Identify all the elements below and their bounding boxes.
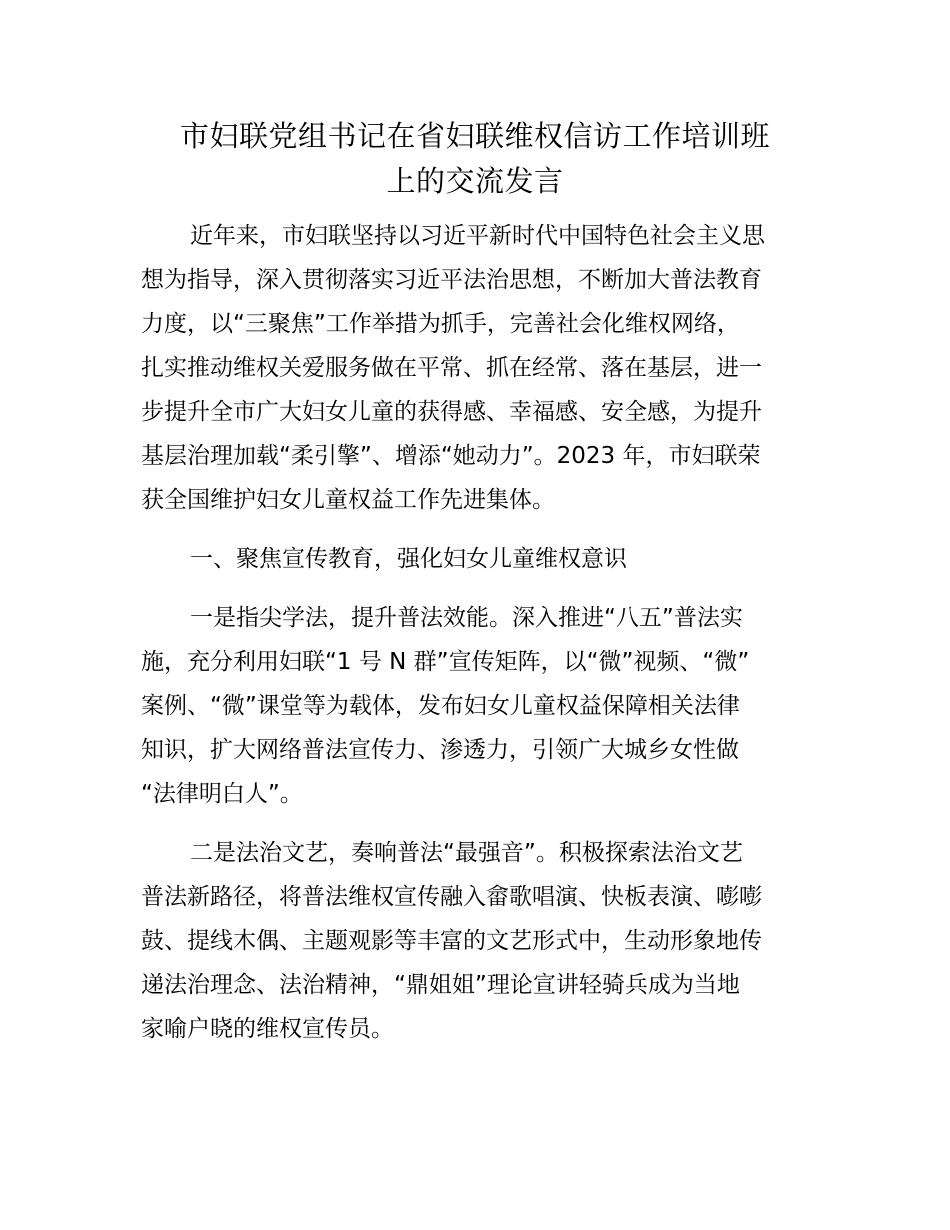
text-line: 二是法治文艺，奏响普法“最强音”。积极探索法治文艺 [190, 840, 743, 866]
text-line: 想为指导，深入贯彻落实习近平法治思想，不断加大普法教育 [141, 267, 762, 293]
text-line: 施，充分利用妇联“1 号 N 群”宣传矩阵，以“微”视频、“微” [141, 649, 750, 675]
text-line: 案例、“微”课堂等为载体，发布妇女儿童权益保障相关法律 [141, 693, 740, 719]
document-body [141, 214, 811, 1066]
document-title [120, 114, 830, 204]
text-line: 知识，扩大网络普法宣传力、渗透力，引领广大城乡女性做 [141, 737, 739, 763]
text-line: 步提升全市广大妇女儿童的获得感、幸福感、安全感，为提升 [141, 399, 762, 425]
text-line: 获全国维护妇女儿童权益工作先进集体。 [141, 487, 555, 513]
title-line: 上的交流发言 [386, 164, 564, 198]
text-line: 基层治理加载“柔引擎”、增添“她动力”。2023 年，市妇联荣 [141, 443, 761, 469]
section-heading: 一、聚焦宣传教育，强化妇女儿童维权意识 [190, 546, 627, 572]
text-line: 鼓、提线木偶、主题观影等丰富的文艺形式中，生动形象地传 [141, 928, 762, 954]
point-one-paragraph [141, 596, 811, 816]
text-line: 一是指尖学法，提升普法效能。深入推进“八五”普法实 [190, 605, 743, 631]
text-line: 扎实推动维权关爱服务做在平常、抓在经常、落在基层，进一 [141, 355, 762, 381]
text-line: 递法治理念、法治精神，“鼎姐姐”理论宣讲轻骑兵成为当地 [141, 972, 740, 998]
text-line: 近年来，市妇联坚持以习近平新时代中国特色社会主义思 [190, 223, 765, 249]
title-line: 市妇联党组书记在省妇联维权信访工作培训班 [179, 119, 770, 153]
point-two-paragraph [141, 831, 811, 1051]
intro-paragraph [141, 214, 811, 522]
text-line: 家喻户晓的维权宣传员。 [141, 1016, 394, 1042]
text-line: “法律明白人”。 [141, 781, 303, 807]
text-line: 力度，以“三聚焦”工作举措为抓手，完善社会化维权网络， [141, 311, 740, 337]
text-line: 普法新路径，将普法维权宣传融入畲歌唱演、快板表演、嘭嘭 [141, 884, 762, 910]
